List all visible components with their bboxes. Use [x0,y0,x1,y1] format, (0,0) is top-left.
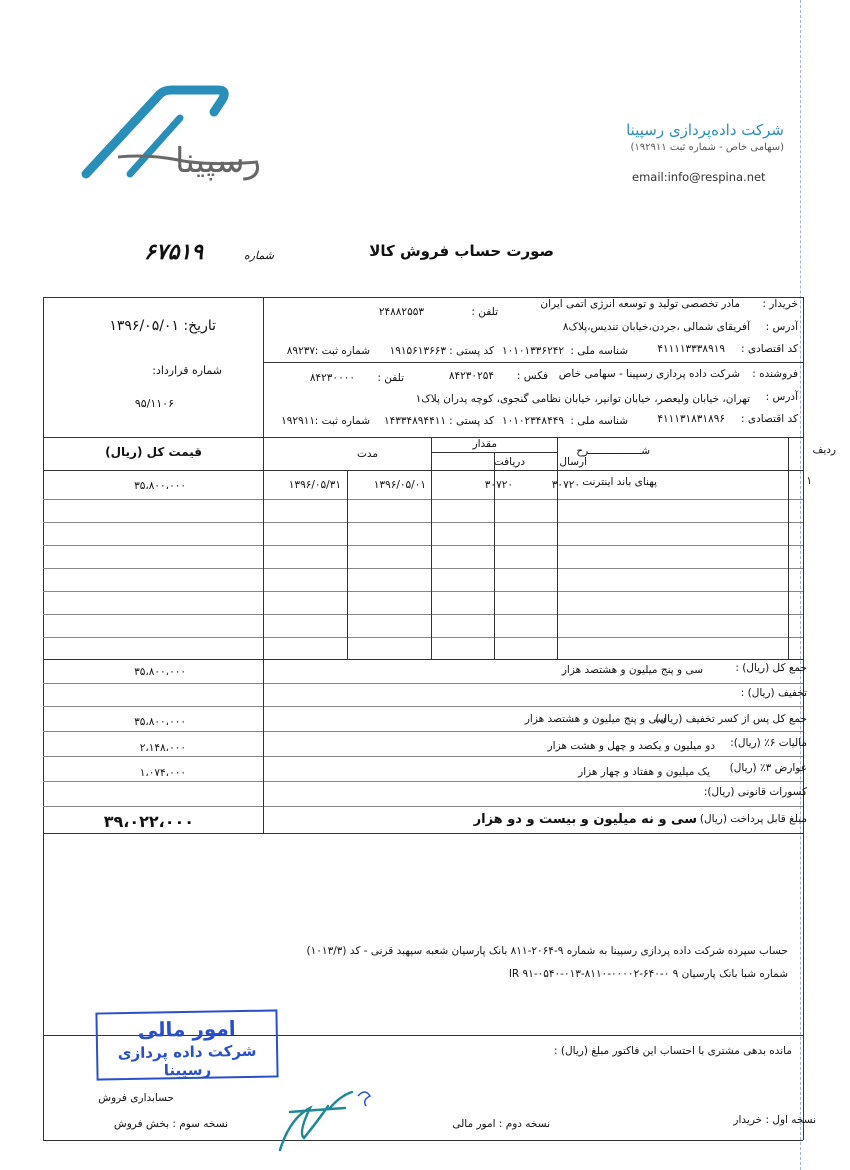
col-description: شـــــــــــــــــرح [576,445,650,457]
seller-address-label: آدرس : [765,391,798,403]
signature [270,1078,380,1158]
vat-value: ۲،۱۴۸،۰۰۰ [139,742,186,754]
buyer-econ-label: کد اقتصادی : [740,343,798,355]
col-period: مدت [356,448,378,460]
row-receive: ۳۰۷۲۰ [484,479,513,491]
date-field: تاریخ: ۱۳۹۶/۰۵/۰۱ [109,318,216,334]
logo-text: رسپینا [174,141,262,181]
buyer-address-label: آدرس : [765,321,798,333]
seller-label: فروشنده : [752,368,798,380]
seller-national: ۱۰۱۰۲۳۴۸۴۴۹ [501,415,564,427]
after-discount-words: سی و پنج میلیون و هشتصد هزار [524,713,666,725]
seller-fax-label: فکس : [516,370,548,382]
seller-econ-label: کد اقتصادی : [740,413,798,425]
page-title: صورت حساب فروش کالا [369,242,554,260]
buyer-national: ۱۰۱۰۱۳۳۶۲۴۲ [501,345,564,357]
bank-account: حساب سپرده شرکت داده پردازی رسپینا به شماره ۹-۲۰۶۴-۸۱۱ بانک پارسیان شعبه سپهبد قرنی - کد (۱۰۱۳/۳) [306,945,788,957]
duty-value: ۱،۰۷۴،۰۰۰ [139,767,186,779]
sales-accounting: حسابداری فروش [98,1092,174,1104]
seller-national-label: شناسه ملی : [570,415,628,427]
buyer-name: مادر تخصصی تولید و توسعه انرژی اتمی ایران [540,298,740,310]
row-index: ۱ [806,475,812,487]
deductions-label: کسورات قانونی (ریال): [703,786,807,798]
seller-econ: ۴۱۱۱۳۱۸۳۱۸۹۶ [657,413,725,425]
invoice-number: ۶۷۵۱۹ [144,240,204,265]
row-period-from: ۱۳۹۶/۰۵/۰۱ [373,479,426,491]
buyer-phone: ۲۴۸۸۲۵۵۳ [378,306,424,318]
copy-third: نسخه سوم : بخش فروش [113,1118,228,1130]
duty-words: یک میلیون و هفتاد و چهار هزار [578,766,710,778]
buyer-reg-label: شماره ثبت : [314,345,370,357]
after-discount-value: ۳۵،۸۰۰،۰۰۰ [134,716,186,728]
buyer-econ: ۴۱۱۱۱۳۳۳۸۹۱۹ [657,343,725,355]
seller-reg-label: شماره ثبت : [314,415,370,427]
buyer-national-label: شناسه ملی : [570,345,628,357]
col-row: ردیف [812,444,836,456]
sum-label: جمع کل (ریال) : [735,662,807,674]
buyer-label: خریدار : [762,298,798,310]
contract-number: ۹۵/۱۱۰۶ [134,397,174,410]
sum-value: ۳۵،۸۰۰،۰۰۰ [134,666,186,678]
seller-phone-label: تلفن : [377,372,404,384]
row-period-to: ۱۳۹۶/۰۵/۳۱ [288,479,341,491]
buyer-phone-label: تلفن : [471,306,498,318]
sum-words: سی و پنج میلیون و هشتصد هزار [561,664,703,676]
seller-fax: ۸۴۲۳۰۲۵۴ [448,370,494,382]
payable-words: سی و نه میلیون و بیست و دو هزار [473,812,697,827]
buyer-postal: ۱۹۱۵۶۱۳۶۶۳ [389,345,446,357]
respina-logo [68,82,278,182]
after-discount-label: جمع کل پس از کسر تخفیف (ریال) [655,713,807,725]
buyer-postal-label: کد پستی : [449,345,494,357]
buyer-address: آفریقای شمالی ،جردن،خیابان تندیس،پلاک۸ [562,321,750,333]
duty-label: عوارض ۳٪ (ریال) [729,762,807,774]
col-total-price: قیمت کل (ریال) [105,445,202,459]
stamp-line2: شرکت داده پردازی رسپینا [117,1041,257,1080]
row-total-price: ۳۵،۸۰۰،۰۰۰ [134,480,186,492]
company-email: email:info@respina.net [632,170,766,184]
discount-label: تخفیف (ریال) : [740,687,807,699]
col-quantity: مقدار [472,438,497,450]
col-receive: دریافت [493,456,525,468]
company-registration: (سهامی خاص - شماره ثبت ۱۹۲۹۱۱) [630,142,784,153]
bank-sheba: شماره شبا بانک پارسیان IR ۹۱-۰۵۴۰-۰۱۳-۸۱۱۰-۰۰۰۰۲-۶۴۰-۰ ۹ [508,968,788,980]
debt-balance-label: مانده بدهی مشتری با احتساب این فاکتور مبلغ (ریال) : [554,1045,792,1057]
payable-value: ۳۹،۰۲۲،۰۰۰ [103,812,194,831]
seller-phone: ۸۴۲۳۰۰۰۰ [309,372,355,384]
vat-label: مالیات ۶٪ (ریال): [730,737,807,749]
copy-first: نسخه اول : خریدار [733,1114,816,1126]
vat-words: دو میلیون و یکصد و چهل و هشت هزار [547,740,715,752]
buyer-reg: ۸۹۲۳۷ [286,345,315,357]
row-description: پهنای باند اینترنت [582,476,657,488]
stamp-line1: امور مالی [137,1016,236,1042]
col-send: ارسال [559,456,587,468]
payable-label: مبلغ قابل پرداخت (ریال) [699,813,807,825]
number-label: شماره [243,249,274,262]
seller-name: شرکت داده پردازی رسپینا - سهامی خاص [558,368,740,380]
finance-stamp [95,1009,278,1080]
row-send: ۳۰۷۲۰ [551,479,580,491]
contract-label: شماره قرارداد: [152,364,222,377]
margin-guide [800,0,801,1170]
seller-postal: ۱۴۳۳۴۸۹۴۴۱۱ [383,415,446,427]
seller-address: تهران، خیابان ولیعصر، خیابان توانیر، خیابان نظامی گنجوی، کوچه پدران پلاک۱ [415,393,750,405]
seller-postal-label: کد پستی : [449,415,494,427]
company-name: شرکت داده‌پردازی رسپینا [626,121,784,139]
copy-second: نسخه دوم : امور مالی [452,1118,550,1130]
seller-reg: ۱۹۲۹۱۱ [281,415,315,427]
